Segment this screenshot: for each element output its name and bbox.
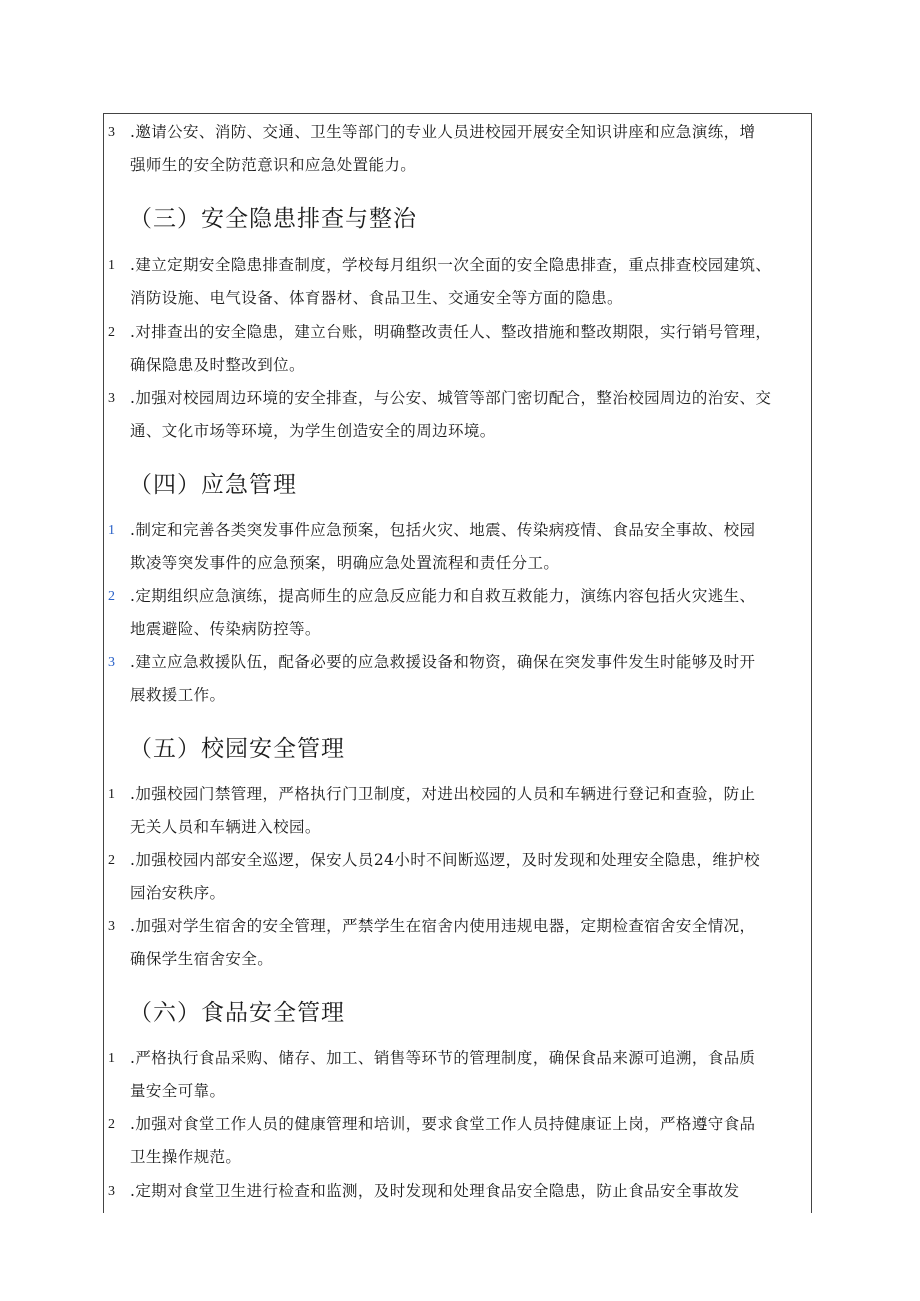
item-number: 1 [108,1051,115,1066]
item-number: 2 [108,589,115,604]
item-text-line: .加强校园门禁管理，严格执行门卫制度，对进出校园的人员和车辆进行登记和查验，防止 [130,785,756,803]
item-text-line: .加强对学生宿舍的安全管理，严禁学生在宿舍内使用违规电器，定期检查宿舍安全情况， [130,917,756,935]
item-number: 2 [108,325,115,340]
item-text-line: 量安全可靠。 [130,1082,226,1100]
item-text-line: 地震避险、传染病防控等。 [130,620,321,638]
item-text [130,514,805,580]
item-text [130,116,805,182]
item-text-line: .加强对校园周边环境的安全排查，与公安、城管等部门密切配合，整治校园周边的治安、交 [130,389,772,407]
item-text [130,249,805,315]
item-text-line: 无关人员和车辆进入校园。 [130,818,321,836]
item-text-line: .建立定期安全隐患排查制度，学校每月组织一次全面的安全隐患排查，重点排查校园建筑、 [130,256,772,274]
item-text [130,1175,805,1208]
section-heading: （六）食品安全管理 [129,1000,345,1026]
list-item [105,1175,805,1208]
item-text-line: .加强校园内部安全巡逻，保安人员24小时不间断巡逻，及时发现和处理安全隐患，维护校 [130,851,761,869]
item-text-line: .严格执行食品采购、储存、加工、销售等环节的管理制度，确保食品来源可追溯，食品质 [130,1049,756,1067]
section-heading: （五）校园安全管理 [129,736,345,762]
item-text-line: .定期组织应急演练，提高师生的应急反应能力和自救互救能力，演练内容包括火灾逃生、 [130,587,756,605]
item-text [130,910,805,976]
item-number: 1 [108,523,115,538]
list-item [105,844,805,910]
item-number: 3 [108,125,115,140]
item-number: 2 [108,853,115,868]
item-text-line: 消防设施、电气设备、体育器材、食品卫生、交通安全等方面的隐患。 [130,289,623,307]
item-number: 3 [108,655,115,670]
item-number: 2 [108,1117,115,1132]
item-text-line: .制定和完善各类突发事件应急预案，包括火灾、地震、传染病疫情、食品安全事故、校园 [130,521,756,539]
item-number: 1 [108,787,115,802]
item-text-line: .加强对食堂工作人员的健康管理和培训，要求食堂工作人员持健康证上岗，严格遵守食品 [130,1115,756,1133]
item-text-line: .对排查出的安全隐患，建立台账，明确整改责任人、整改措施和整改期限，实行销号管理， [130,323,772,341]
item-text [130,1042,805,1108]
item-text [130,1108,805,1174]
item-text [130,580,805,646]
list-item [105,249,805,315]
item-text-line: 卫生操作规范。 [130,1148,242,1166]
item-text-line: .定期对食堂卫生进行检查和监测，及时发现和处理食品安全隐患，防止食品安全事故发 [130,1182,740,1200]
item-number: 3 [108,1184,115,1199]
item-text-line: 园治安秩序。 [130,884,226,902]
list-item [105,910,805,976]
list-item [105,316,805,382]
item-text [130,778,805,844]
item-text [130,382,805,448]
item-text [130,844,805,910]
list-item [105,1042,805,1108]
item-number: 3 [108,391,115,406]
list-item [105,1108,805,1174]
list-item [105,646,805,712]
list-item [105,778,805,844]
list-item [105,514,805,580]
item-text-line: 通、文化市场等环境，为学生创造安全的周边环境。 [130,422,496,440]
list-item [105,382,805,448]
item-text-line: 确保学生宿舍安全。 [130,950,274,968]
item-text-line: .建立应急救援队伍，配备必要的应急救援设备和物资，确保在突发事件发生时能够及时开 [130,653,756,671]
section-heading: （三）安全隐患排查与整治 [129,206,417,232]
item-text [130,646,805,712]
list-item [105,116,805,182]
item-text-line: 欺凌等突发事件的应急预案，明确应急处置流程和责任分工。 [130,554,560,572]
item-text-line: 强师生的安全防范意识和应急处置能力。 [130,156,417,174]
list-item [105,580,805,646]
item-text [130,316,805,382]
item-number: 3 [108,919,115,934]
section-heading: （四）应急管理 [129,472,297,498]
item-text-line: 确保隐患及时整改到位。 [130,356,305,374]
item-text-line: 展救援工作。 [130,686,226,704]
item-text-line: .邀请公安、消防、交通、卫生等部门的专业人员进校园开展安全知识讲座和应急演练，增 [130,123,756,141]
item-number: 1 [108,258,115,273]
